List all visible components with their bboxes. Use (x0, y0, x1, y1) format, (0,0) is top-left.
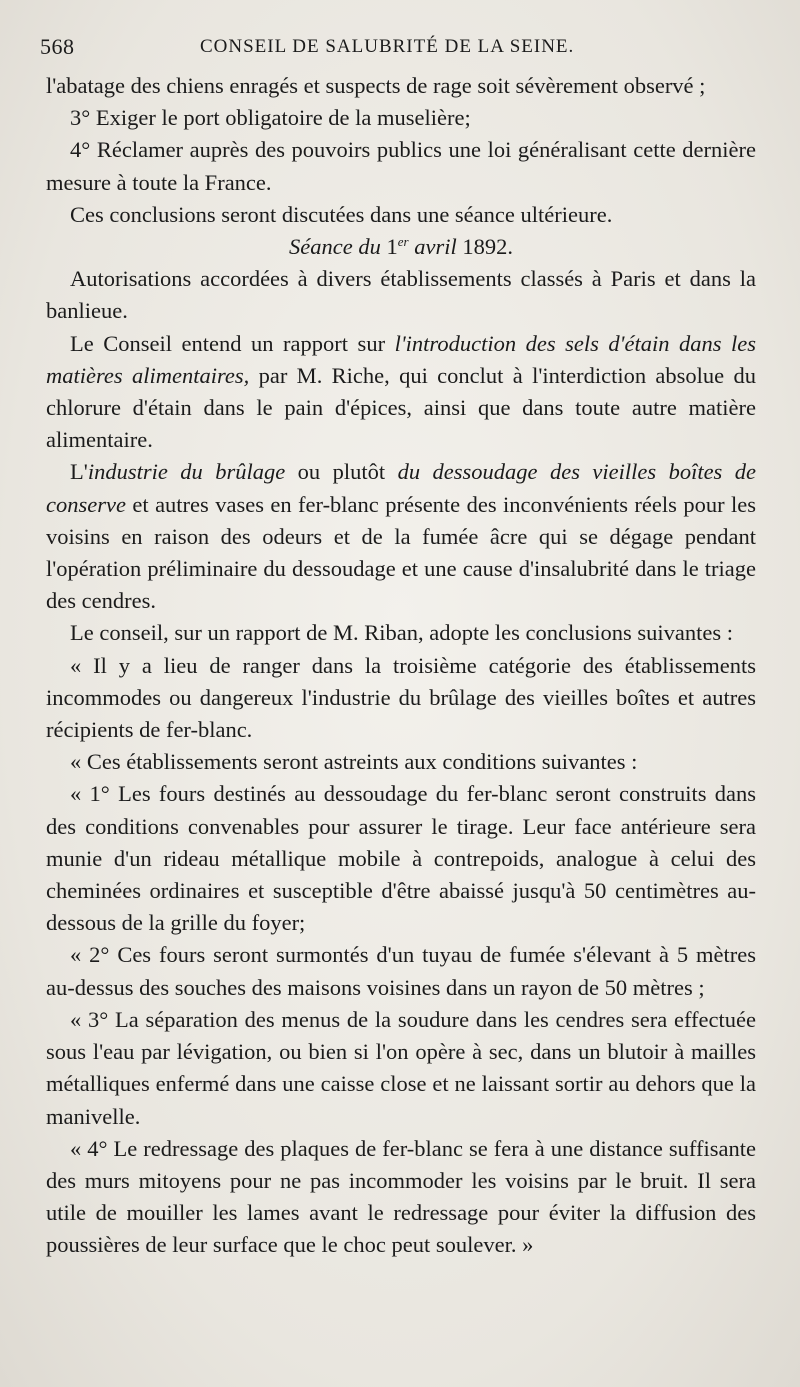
paragraph: « Ces établissements seront astreints aux conditions suivantes : (70, 749, 638, 775)
paragraph (46, 328, 756, 457)
paragraph (46, 456, 756, 617)
paragraph: l'abatage des chiens enragés et suspects de rage soit sévèrement observé ; (46, 73, 706, 98)
page-body (46, 70, 756, 1262)
text-run: L' (70, 459, 88, 485)
paragraph: Autorisations accordées à divers établissements classés à Paris et dans la banlieue. (46, 266, 756, 324)
italic-run: du dessoudage des vieilles boîtes de conserve (46, 459, 757, 517)
italic-run: l'introduction des sels d'étain dans les matières alimentaires, (46, 330, 756, 388)
session-pre: Séance du (289, 234, 387, 260)
paragraph: « 3° La séparation des menus de la soudure dans les cendres sera effectuée sous l'eau par lévigation, ou bien si l'on opère à sec, dans un blutoir à mailles métalliques enfermé dans une caisse close et ne laissant sortir au dehors que la manivelle. (46, 1006, 756, 1129)
paragraph: « 2° Ces fours seront surmontés d'un tuyau de fumée s'élevant à 5 mètres au-dessus des souches des maisons voisines dans un rayon de 50 mètres ; (46, 942, 756, 1000)
session-sup: er (397, 234, 409, 250)
paragraph: « 4° Le redressage des plaques de fer-blanc se fera à une distance suffisante des murs mitoyens pour ne pas incommoder les voisins par le bruit. Il sera utile de mouiller les lames avant le redressage pour éviter la diffusion des poussières de leur surface que le choc peut soulever. » (46, 1135, 756, 1258)
session-post: avril (408, 234, 463, 260)
paragraph: Le conseil, sur un rapport de M. Riban, adopte les conclusions suivantes : (70, 620, 733, 646)
paragraph: « Il y a lieu de ranger dans la troisième catégorie des établissements incommodes ou dangereux l'industrie du brûlage des vieilles boîtes et autres récipients de fer-blanc. (46, 652, 756, 743)
page-number: 568 (40, 34, 75, 59)
paragraph: 4° Réclamer auprès des pouvoirs publics une loi généralisant cette dernière mesure à toute la France. (46, 137, 756, 195)
paragraph: Ces conclusions seront discutées dans une séance ultérieure. (70, 201, 613, 227)
text-run: ou plutôt (285, 459, 398, 485)
text-run: par M. Riche, qui conclut à l'interdiction absolue du chlorure d'étain dans le pain d'épices, ainsi que dans toute autre matière alimentaire. (46, 362, 756, 453)
paragraph: « 1° Les fours destinés au dessoudage du fer-blanc seront construits dans des conditions convenables pour assurer le tirage. Leur face antérieure sera munie d'un rideau métallique mobile à contrepoids, analogue à celui des cheminées ordinaires et susceptible d'être abaissé jusqu'à 50 centimètres au-dessous de la grille du foyer; (46, 781, 756, 936)
paragraph: 3° Exiger le port obligatoire de la muselière; (70, 105, 471, 131)
session-year: 1892. (462, 234, 513, 260)
text-run: Le Conseil entend un rapport sur (70, 330, 395, 356)
text-run: et autres vases en fer-blanc présente des inconvénients réels pour les voisins en raison des odeurs et de la fumée âcre qui se dégage pendant l'opération préliminaire du dessoudage et une cause d'insalubrité dans le triage des cendres. (46, 491, 756, 614)
session-day: 1 (386, 234, 398, 260)
italic-run: industrie du brûlage (87, 459, 286, 485)
session-heading (46, 231, 756, 263)
running-title: CONSEIL DE SALUBRITÉ DE LA SEINE. (200, 36, 575, 57)
